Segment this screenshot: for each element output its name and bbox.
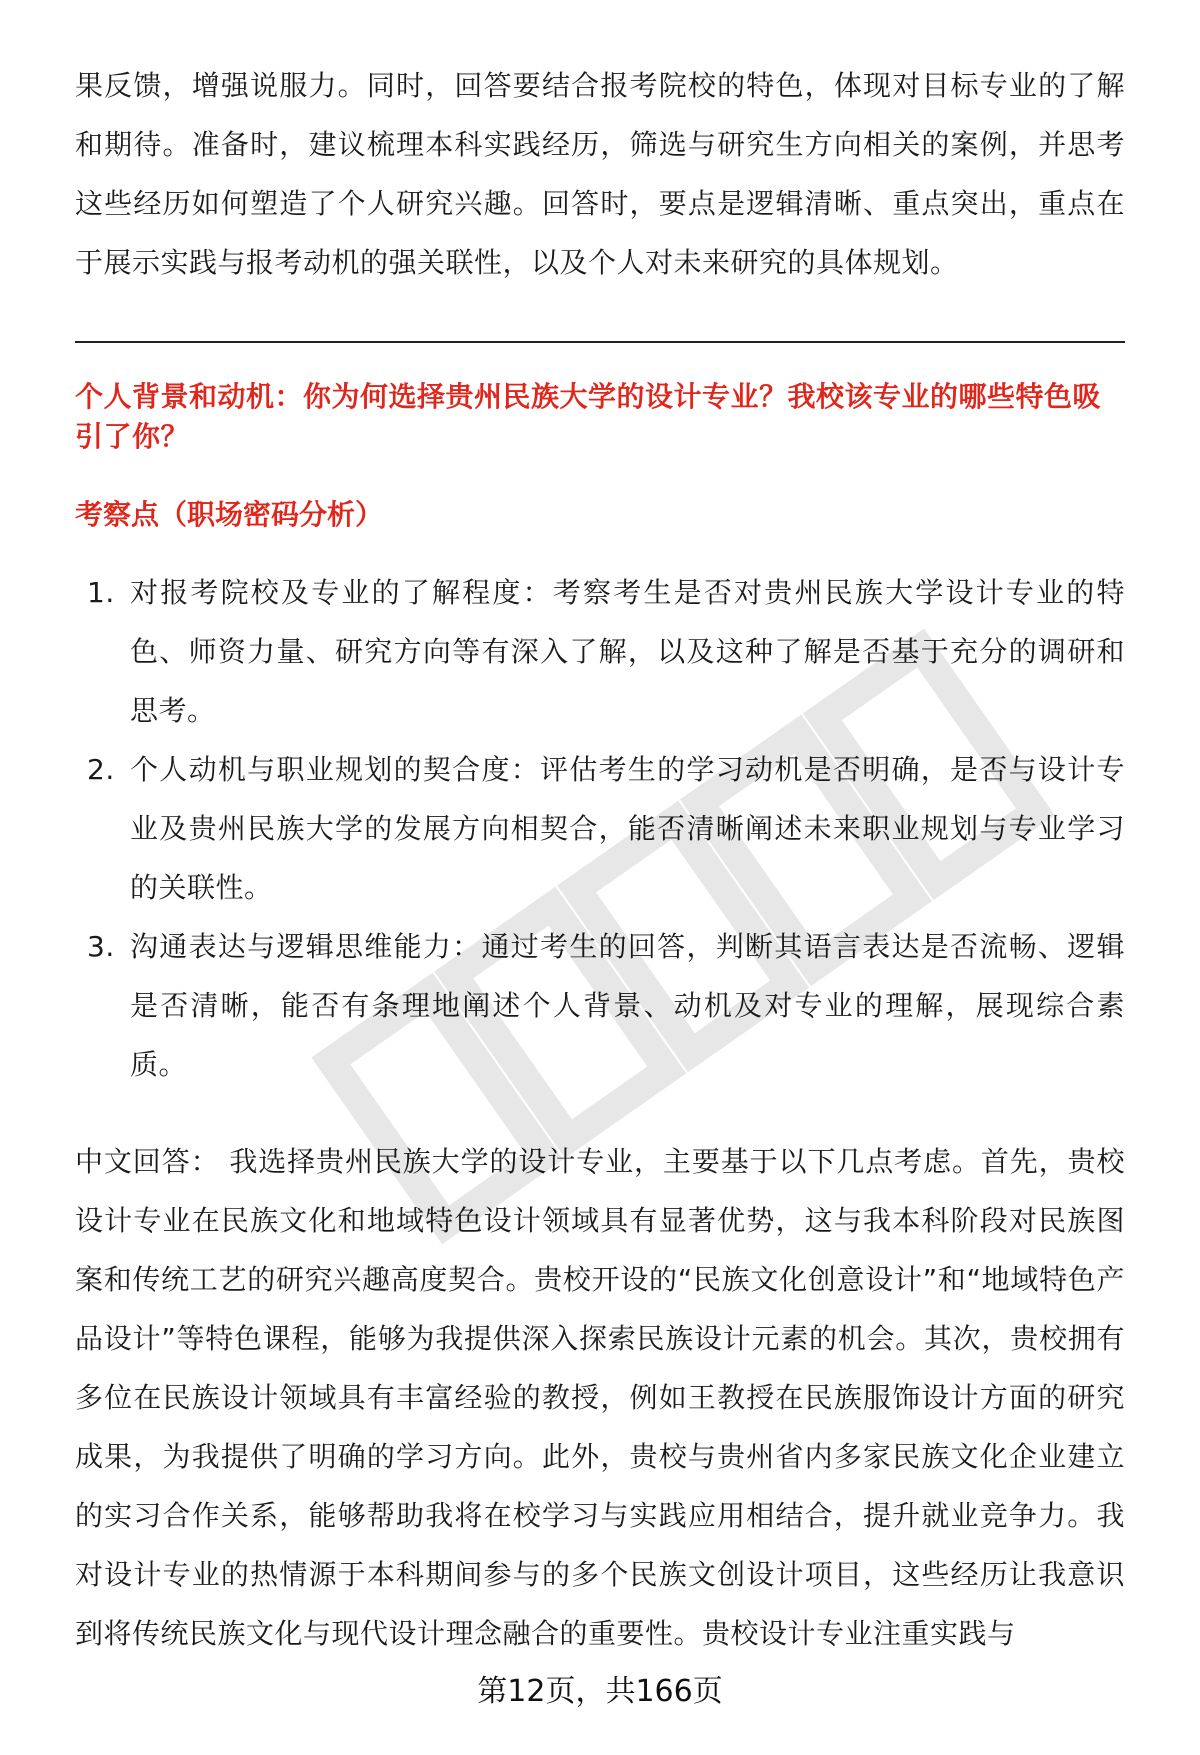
list-item-number: 2.	[87, 753, 115, 786]
list-item-text: 沟通表达与逻辑思维能力：通过考生的回答，判断其语言表达是否流畅、逻辑是否清晰，能否有条理地阐述个人背景、动机及对专业的理解，展现综合素质。	[130, 930, 1125, 1081]
list-item	[75, 740, 1125, 917]
list-item	[75, 563, 1125, 740]
list-item-text: 对报考院校及专业的了解程度：考察考生是否对贵州民族大学设计专业的特色、师资力量、研究方向等有深入了解，以及这种了解是否基于充分的调研和思考。	[130, 576, 1125, 727]
section-divider	[75, 341, 1125, 343]
answer-paragraph: 中文回答： 我选择贵州民族大学的设计专业，主要基于以下几点考虑。首先，贵校设计专业在民族文化和地域特色设计领域具有显著优势，这与我本科阶段对民族图案和传统工艺的研究兴趣高度契合。贵校开设的“民族文化创意设计”和“地域特色产品设计”等特色课程，能够为我提供深入探索民族设计元素的机会。其次，贵校拥有多位在民族设计领域具有丰富经验的教授，例如王教授在民族服饰设计方面的研究成果，为我提供了明确的学习方向。此外，贵校与贵州省内多家民族文化企业建立的实习合作关系，能够帮助我将在校学习与实践应用相结合，提升就业竞争力。我对设计专业的热情源于本科期间参与的多个民族文创设计项目，这些经历让我意识到将传统民族文化与现代设计理念融合的重要性。贵校设计专业注重实践与	[75, 1145, 1125, 1650]
question-heading: 个人背景和动机：你为何选择贵州民族大学的设计专业？我校该专业的哪些特色吸引了你？	[75, 380, 1102, 453]
list-item-text: 个人动机与职业规划的契合度：评估考生的学习动机是否明确，是否与设计专业及贵州民族大学的发展方向相契合，能否清晰阐述未来职业规划与专业学习的关联性。	[130, 753, 1125, 904]
list-item-number: 3.	[87, 930, 115, 963]
page-footer: 第12页，共166页	[477, 1674, 723, 1709]
list-item	[75, 917, 1125, 1094]
intro-paragraph: 果反馈，增强说服力。同时，回答要结合报考院校的特色，体现对目标专业的了解和期待。准备时，建议梳理本科实践经历，筛选与研究生方向相关的案例，并思考这些经历如何塑造了个人研究兴趣。回答时，要点是逻辑清晰、重点突出，重点在于展示实践与报考动机的强关联性，以及个人对未来研究的具体规划。	[75, 69, 1125, 279]
assessment-points-list	[75, 563, 1125, 1094]
section-title: 考察点（职场密码分析）	[75, 498, 384, 531]
list-item-number: 1.	[87, 576, 115, 609]
